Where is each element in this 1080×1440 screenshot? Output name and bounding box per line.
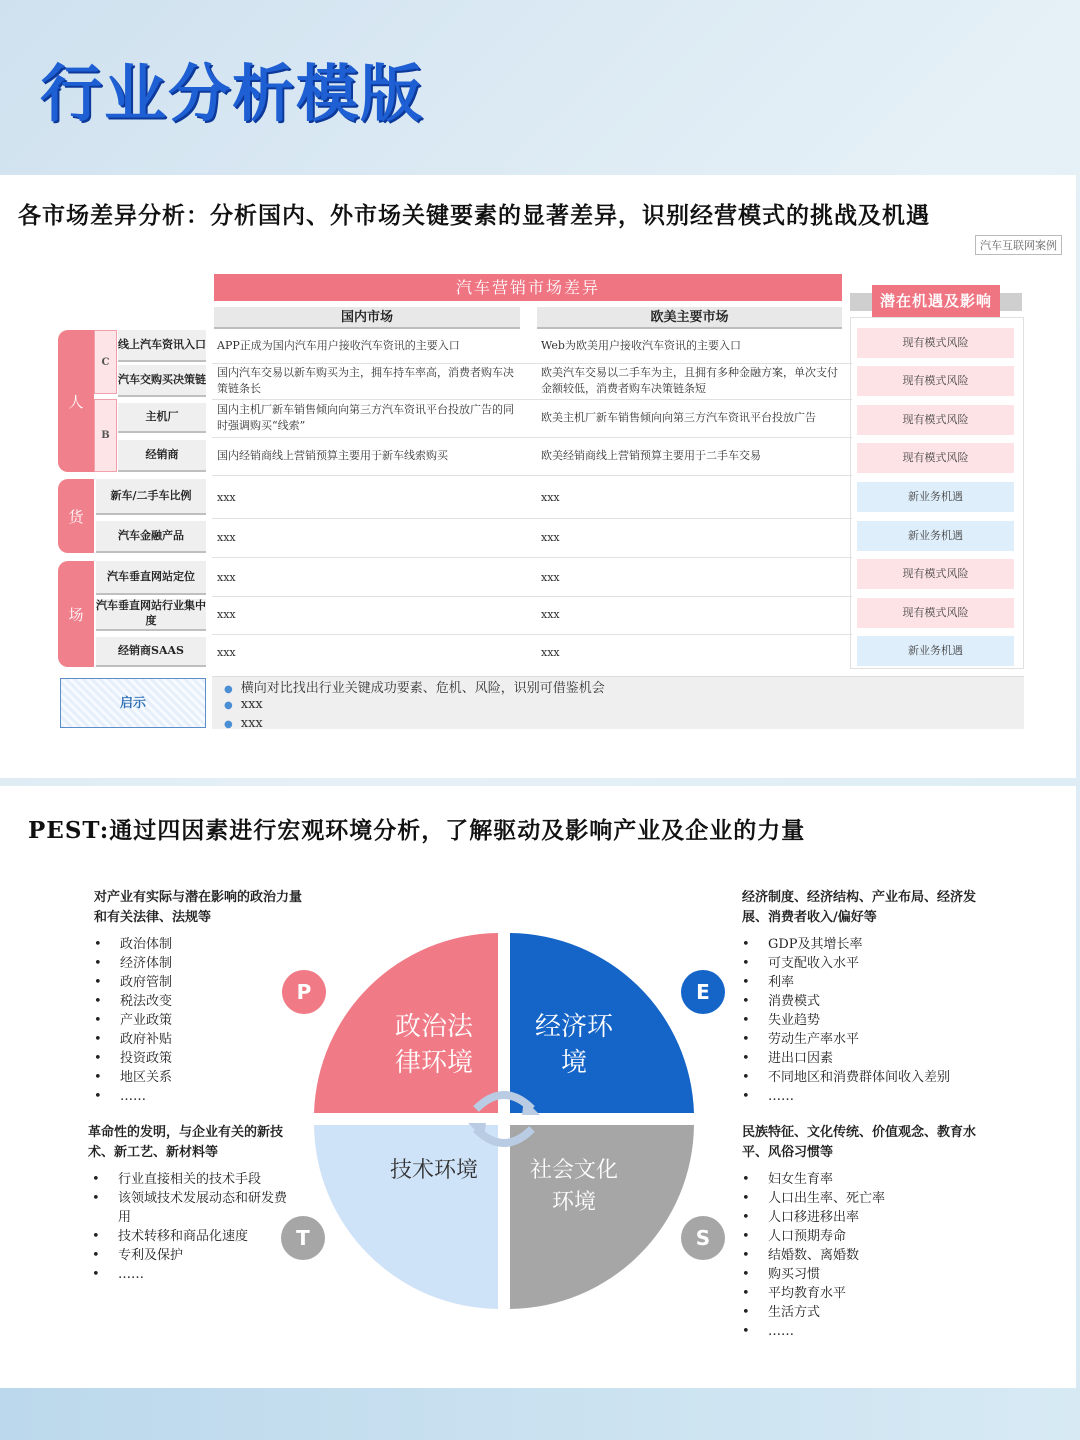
market-banner: 汽车营销市场差异: [214, 274, 842, 301]
p-list-item: • 投资政策: [94, 1049, 294, 1068]
eu-cell: xxx: [541, 608, 560, 622]
s-description: 民族特征、文化传统、价值观念、教育水平、风俗习惯等: [742, 1125, 977, 1160]
e-list-item: • 利率: [742, 973, 1032, 992]
t-list-item: • ……: [92, 1265, 292, 1284]
s-list-item: • 人口出生率、死亡率: [742, 1189, 982, 1208]
p-list-item: • 政府补贴: [94, 1030, 294, 1049]
opportunity-tag: 现有模式风险: [857, 328, 1014, 358]
domestic-cell: xxx: [217, 608, 236, 622]
opportunity-tag: 新业务机遇: [857, 636, 1014, 666]
row-label: 汽车垂直网站行业集中度: [96, 599, 206, 631]
s-list-item: • 平均教育水平: [742, 1284, 982, 1303]
p-list-item: • 税法改变: [94, 992, 294, 1011]
s-list-item: • 妇女生育率: [742, 1170, 982, 1189]
p-list-item: • ……: [94, 1087, 294, 1106]
row-label: 经销商SAAS: [96, 637, 206, 667]
p-description: 对产业有实际与潜在影响的政治力量和有关法律、法规等: [94, 890, 303, 925]
t-list: [92, 1170, 292, 1284]
quadrant-e-label: 经济环境: [534, 1012, 613, 1078]
hint-item: ● 横向对比找出行业关键成功要素、危机、风险，识别可借鉴机会: [224, 681, 605, 696]
row-divider: [212, 634, 852, 635]
market-difference-panel: [0, 175, 1076, 778]
e-badge-icon: E: [681, 970, 725, 1014]
group-label-ren: 人: [58, 330, 94, 472]
row-divider: [212, 596, 852, 597]
pest-panel: [0, 786, 1076, 1388]
domestic-cell: xxx: [217, 491, 236, 505]
opportunity-tag: 现有模式风险: [857, 559, 1014, 589]
section1-heading: 各市场差异分析：分析国内、外市场关键要素的显著差异，识别经营模式的挑战及机遇: [18, 202, 930, 229]
e-list-item: • 失业趋势: [742, 1011, 1032, 1030]
column-header-domestic: 国内市场: [214, 307, 520, 329]
row-label: 汽车交购买决策链: [118, 365, 206, 397]
eu-cell: xxx: [541, 571, 560, 585]
p-badge-icon: P: [282, 970, 326, 1014]
opportunity-tag: 新业务机遇: [857, 521, 1014, 551]
quadrant-t-label: 技术环境: [389, 1158, 478, 1183]
t-list-item: • 技术转移和商品化速度: [92, 1227, 292, 1246]
e-list-item: • 劳动生产率水平: [742, 1030, 1032, 1049]
row-divider: [212, 518, 852, 519]
e-list-item: • 进出口因素: [742, 1049, 1032, 1068]
opportunity-tag: 新业务机遇: [857, 482, 1014, 512]
e-list-item: • 可支配收入水平: [742, 954, 1032, 973]
row-label: 汽车垂直网站定位: [96, 561, 206, 595]
hint-item: ● xxx: [224, 697, 263, 712]
column-header-eu: 欧美主要市场: [537, 307, 842, 329]
section2-heading: PEST:通过四因素进行宏观环境分析，了解驱动及影响产业及企业的力量: [28, 817, 806, 844]
t-badge-icon: T: [281, 1216, 325, 1260]
t-list-item: • 行业直接相关的技术手段: [92, 1170, 292, 1189]
p-list-item: • 产业政策: [94, 1011, 294, 1030]
eu-cell: 欧美经销商线上营销预算主要用于二手车交易: [541, 449, 761, 463]
e-list-item: • 消费模式: [742, 992, 1032, 1011]
quadrant-t: [314, 1125, 498, 1309]
s-list-item: • ……: [742, 1322, 982, 1341]
group-label-huo: 货: [58, 479, 94, 553]
t-list-item: • 该领域技术发展动态和研发费用: [92, 1189, 292, 1227]
opportunity-tag: 现有模式风险: [857, 366, 1014, 396]
s-badge-icon: S: [681, 1216, 725, 1260]
domestic-cell: 国内汽车交易以新车购买为主，拥车持车率高，消费者购车决策链条长: [217, 366, 514, 395]
opportunity-tag: 现有模式风险: [857, 405, 1014, 435]
row-label: 汽车金融产品: [96, 521, 206, 553]
p-list-item: • 政治体制: [94, 935, 294, 954]
pest-quadrant-diagram: [314, 929, 694, 1309]
row-divider: [212, 437, 852, 438]
domestic-cell: APP正成为国内汽车用户接收汽车资讯的主要入口: [217, 339, 460, 353]
e-list-item: • ……: [742, 1087, 1032, 1106]
quadrant-p-label: 政治法律环境: [394, 1012, 473, 1078]
t-list-item: • 专利及保护: [92, 1246, 292, 1265]
subgroup-b: B: [94, 399, 117, 472]
subgroup-c: C: [94, 330, 117, 394]
t-description: 革命性的发明，与企业有关的新技术、新工艺、新材料等: [88, 1125, 284, 1160]
s-list-item: • 结婚数、离婚数: [742, 1246, 982, 1265]
e-list-item: • 不同地区和消费群体间收入差别: [742, 1068, 1032, 1087]
hint-item: ● xxx: [224, 716, 263, 731]
eu-cell: 欧美汽车交易以二手车为主，且拥有多种金融方案，单次支付金额较低，消费者购车决策链条短: [541, 366, 838, 395]
group-label-chang: 场: [58, 561, 94, 667]
opportunity-tag: 现有模式风险: [857, 443, 1014, 473]
row-label: 主机厂: [118, 403, 206, 433]
hint-label: 启示: [60, 678, 206, 728]
s-list: [742, 1170, 982, 1341]
p-list-item: • 地区关系: [94, 1068, 294, 1087]
s-list-item: • 购买习惯: [742, 1265, 982, 1284]
eu-cell: xxx: [541, 531, 560, 545]
domestic-cell: xxx: [217, 646, 236, 660]
domestic-cell: 国内经销商线上营销预算主要用于新车线索购买: [217, 449, 448, 463]
row-label: 线上汽车资讯入口: [118, 330, 206, 362]
row-label: 经销商: [118, 440, 206, 472]
e-list-item: • GDP及其增长率: [742, 935, 1032, 954]
e-description: 经济制度、经济结构、产业布局、经济发展、消费者收入/偏好等: [742, 890, 977, 925]
opportunity-tag: 现有模式风险: [857, 598, 1014, 628]
s-list-item: • 人口移进移出率: [742, 1208, 982, 1227]
eu-cell: xxx: [541, 646, 560, 660]
domestic-cell: xxx: [217, 571, 236, 585]
page-title: 行业分析模版: [40, 57, 425, 130]
quadrant-s-label: 社会文化环境: [529, 1158, 618, 1215]
p-list-item: • 政府管制: [94, 973, 294, 992]
e-list: [742, 935, 1032, 1106]
opportunity-header: 潜在机遇及影响: [872, 285, 1000, 317]
eu-cell: xxx: [541, 491, 560, 505]
s-list-item: • 人口预期寿命: [742, 1227, 982, 1246]
row-divider: [212, 475, 852, 476]
s-list-item: • 生活方式: [742, 1303, 982, 1322]
domestic-cell: 国内主机厂新车销售倾向向第三方汽车资讯平台投放广告的同时强调购买“线索”: [217, 403, 514, 432]
row-label: 新车/二手车比例: [96, 479, 206, 515]
eu-cell: Web为欧美用户接收汽车资讯的主要入口: [541, 339, 741, 353]
p-list: [94, 935, 294, 1106]
eu-cell: 欧美主机厂新车销售倾向向第三方汽车资讯平台投放广告: [541, 411, 816, 425]
p-list-item: • 经济体制: [94, 954, 294, 973]
domestic-cell: xxx: [217, 531, 236, 545]
bottom-band: [0, 1388, 1080, 1440]
source-tag: 汽车互联网案例: [975, 235, 1062, 255]
row-divider: [212, 557, 852, 558]
